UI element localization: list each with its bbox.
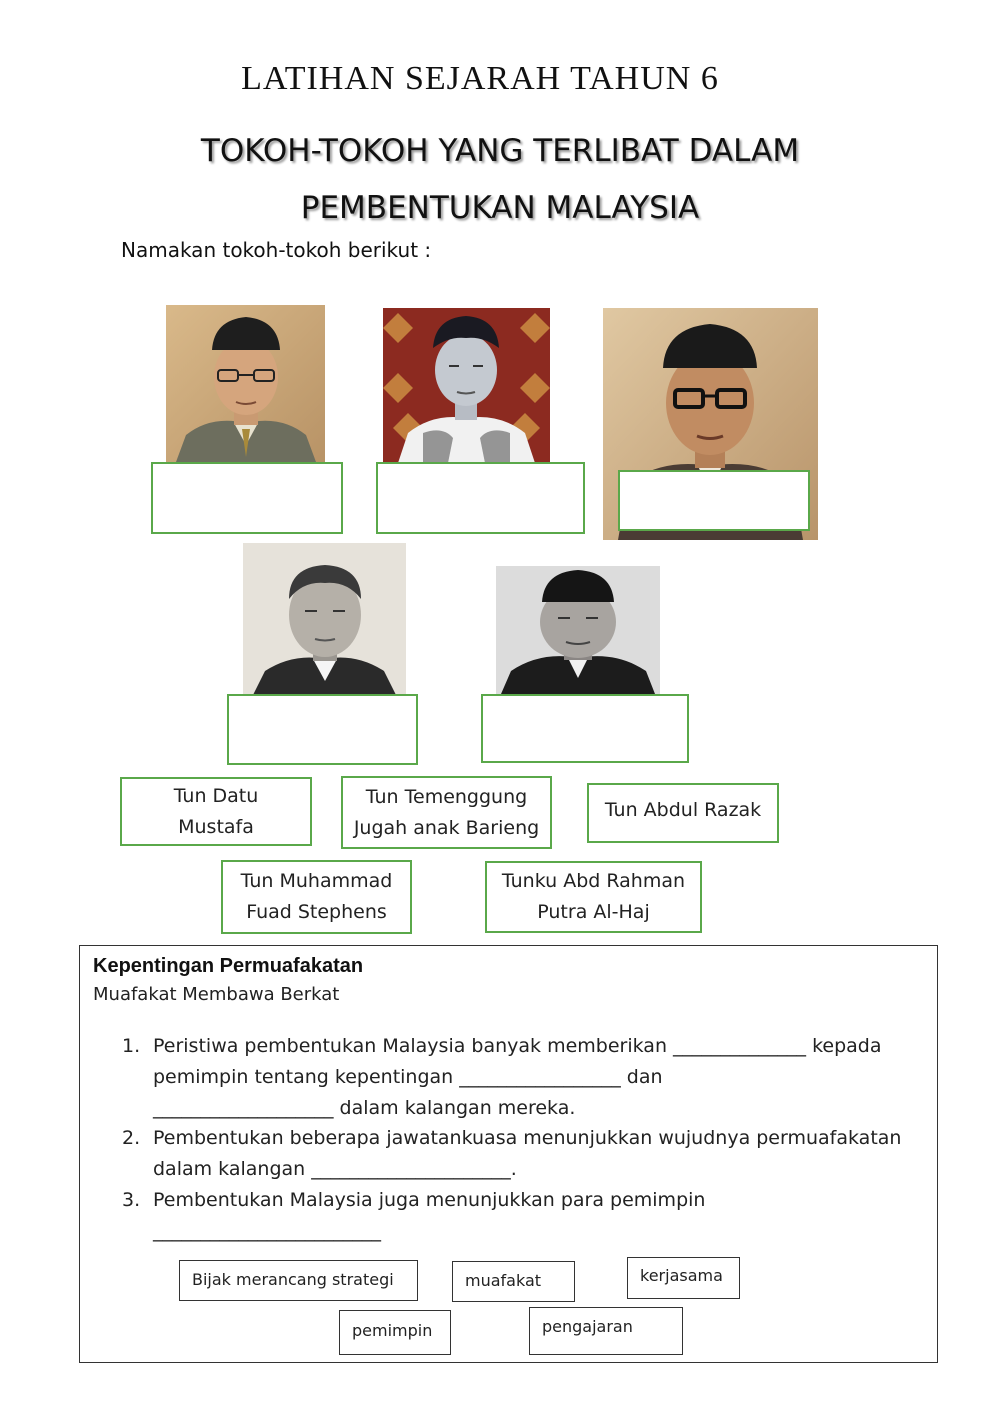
question-1-line-3: ___________________ dalam kalangan mereka.: [153, 1097, 576, 1119]
portrait-photo-2: [383, 308, 550, 463]
instruction-text: Namakan tokoh-tokoh berikut :: [121, 238, 432, 262]
name-option-temenggung-jugah[interactable]: Tun Temenggung Jugah anak Barieng: [341, 776, 552, 849]
word-bank-pemimpin[interactable]: pemimpin: [339, 1310, 451, 1355]
worksheet-heading-line-2: PEMBENTUKAN MALAYSIA: [300, 190, 700, 226]
question-1-line-2: pemimpin tentang kepentingan _________________ dan: [153, 1066, 663, 1088]
page-title: LATIHAN SEJARAH TAHUN 6: [241, 60, 719, 97]
answer-box-2[interactable]: [376, 462, 585, 534]
answer-box-3[interactable]: [618, 470, 810, 531]
section-subtitle: Muafakat Membawa Berkat: [93, 984, 340, 1005]
name-option-fuad-stephens[interactable]: Tun Muhammad Fuad Stephens: [221, 860, 412, 934]
section-title: Kepentingan Permuafakatan: [93, 955, 364, 977]
portrait-photo-1: [166, 305, 325, 462]
question-3-number: 3.: [122, 1189, 141, 1211]
name-option-abdul-razak[interactable]: Tun Abdul Razak: [587, 783, 779, 843]
word-bank-muafakat[interactable]: muafakat: [452, 1261, 575, 1302]
question-2-line-2: dalam kalangan _____________________.: [153, 1158, 517, 1180]
question-3-line-1: Pembentukan Malaysia juga menunjukkan para pemimpin: [153, 1189, 706, 1211]
question-3-line-2: ________________________: [153, 1220, 381, 1242]
portrait-photo-5: [496, 566, 660, 694]
question-2-line-1: Pembentukan beberapa jawatankuasa menunjukkan wujudnya permuafakatan: [153, 1127, 902, 1149]
name-option-datu-mustafa[interactable]: Tun Datu Mustafa: [120, 777, 312, 846]
word-bank-pengajaran[interactable]: pengajaran: [529, 1307, 683, 1355]
question-2-number: 2.: [122, 1127, 141, 1149]
worksheet-heading-line-1: TOKOH-TOKOH YANG TERLIBAT DALAM: [200, 133, 800, 169]
answer-box-1[interactable]: [151, 462, 343, 534]
question-1-line-1: Peristiwa pembentukan Malaysia banyak memberikan ______________ kepada: [153, 1035, 882, 1057]
word-bank-bijak-merancang-strategi[interactable]: Bijak merancang strategi: [179, 1260, 418, 1301]
answer-box-4[interactable]: [227, 694, 418, 765]
portrait-photo-4: [243, 543, 406, 695]
word-bank-kerjasama[interactable]: kerjasama: [627, 1257, 740, 1299]
question-1-number: 1.: [122, 1035, 141, 1057]
name-option-tunku-abd-rahman[interactable]: Tunku Abd Rahman Putra Al-Haj: [485, 861, 702, 933]
answer-box-5[interactable]: [481, 694, 689, 763]
